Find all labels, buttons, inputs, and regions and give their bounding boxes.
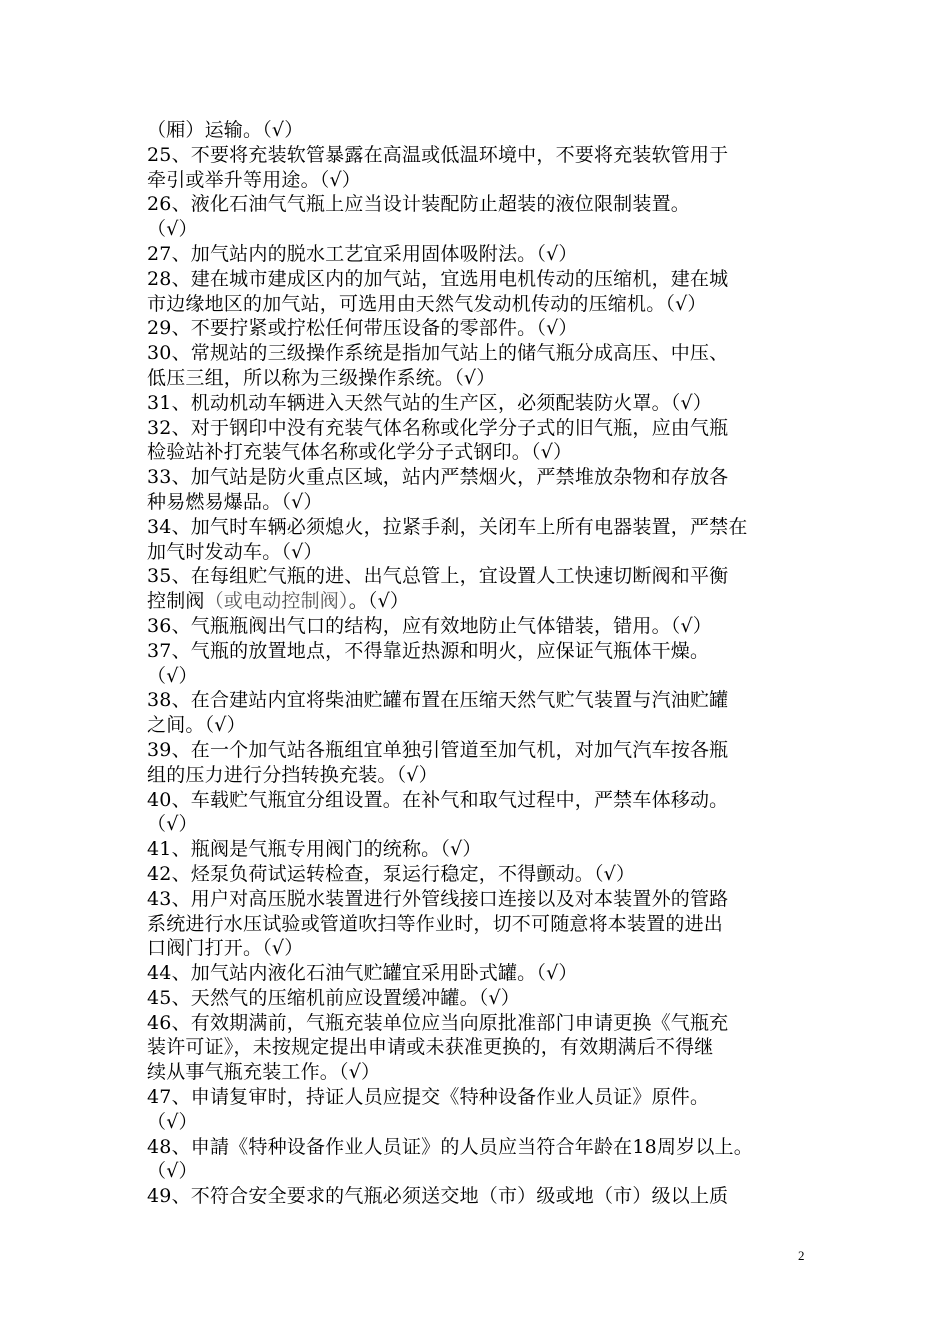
text-line: 37、气瓶的放置地点，不得靠近热源和明火，应保证气瓶体干燥。 xyxy=(147,639,710,662)
text-line: 39、在一个加气站各瓶组宜单独引管道至加气机，对加气汽车按各瓶 xyxy=(147,738,729,761)
text-line: 30、常规站的三级操作系统是指加气站上的储气瓶分成高压、中压、 xyxy=(147,342,729,365)
text-line: （√） xyxy=(147,813,198,836)
text-line: 43、用户对高压脱水装置进行外管线接口连接以及对本装置外的管路 xyxy=(147,887,729,910)
text-line: 48、申請《特种设备作业人员证》的人员应当符合年龄在18周岁以上。 xyxy=(147,1135,753,1158)
text-line: 31、机动机动车辆进入天然气站的生产区，必须配装防火罩。（√） xyxy=(147,391,712,414)
text-line: 26、液化石油气气瓶上应当设计装配防止超装的液位限制装置。 xyxy=(147,193,690,216)
page-number: 2 xyxy=(798,1248,805,1263)
text-line: 市边缘地区的加气站，可选用由天然气发动机传动的压缩机。（√） xyxy=(147,292,707,315)
text-line: （√） xyxy=(147,664,198,687)
gray-text-segment: （或电动控制阀） xyxy=(204,590,349,613)
text-line: 36、气瓶瓶阀出气口的结构，应有效地防止气体错装，错用。（√） xyxy=(147,614,712,637)
text-line: 40、车载贮气瓶宜分组设置。在补气和取气过程中，严禁车体移动。 xyxy=(147,788,729,811)
text-line: 41、瓶阀是气瓶专用阀门的统称。（√） xyxy=(147,838,482,861)
text-line: （√） xyxy=(147,1110,198,1133)
text-line: 之间。（√） xyxy=(147,714,246,737)
text-line: 34、加气时车辆必须熄火，拉紧手刹，关闭车上所有电器装置，严禁在 xyxy=(147,515,748,538)
text-line: 29、不要拧紧或拧松任何带压设备的零部件。（√） xyxy=(147,317,578,340)
text-line: 42、烃泵负荷试运转检查，泵运行稳定，不得颤动。（√） xyxy=(147,862,636,885)
text-line: 组的压力进行分挡转换充装。（√） xyxy=(147,763,438,786)
text-line: （√） xyxy=(147,218,198,241)
text-line: 加气时发动车。（√） xyxy=(147,540,323,563)
text-line: 38、在合建站内宜将柴油贮罐布置在压缩天然气贮气装置与汽油贮罐 xyxy=(147,689,729,712)
text-line: 49、不符合安全要求的气瓶必须送交地（市）级或地（市）级以上质 xyxy=(147,1185,729,1208)
text-line: 25、不要将充装软管暴露在高温或低温环境中，不要将充装软管用于 xyxy=(147,143,729,166)
text-segment: 。（√） xyxy=(348,590,410,613)
text-line: 装许可证》，未按规定提出申请或未获准更换的，有效期满后不得继 xyxy=(147,1036,714,1059)
text-line: 32、对于钢印中没有充装气体名称或化学分子式的旧气瓶，应由气瓶 xyxy=(147,416,729,439)
text-line: 33、加气站是防火重点区域，站内严禁烟火，严禁堆放杂物和存放各 xyxy=(147,466,729,489)
text-line: 35、在每组贮气瓶的进、出气总管上，宜设置人工快速切断阀和平衡 xyxy=(147,565,729,588)
text-line: 口阀门打开。（√） xyxy=(147,937,304,960)
text-line: 牵引或举升等用途。（√） xyxy=(147,168,362,191)
text-line: 低压三组，所以称为三级操作系统。（√） xyxy=(147,366,496,389)
text-line: （√） xyxy=(147,1160,198,1183)
document-body xyxy=(147,118,817,1209)
text-line xyxy=(147,589,817,614)
text-line: 种易燃易爆品。（√） xyxy=(147,490,323,513)
text-line: 续从事气瓶充装工作。（√） xyxy=(147,1061,381,1084)
text-line: 系统进行水压试验或管道吹扫等作业时，切不可随意将本装置的进出 xyxy=(147,912,724,935)
text-line: 27、加气站内的脱水工艺宜采用固体吸附法。（√） xyxy=(147,242,578,265)
text-line: 检验站补打充装气体名称或化学分子式钢印。（√） xyxy=(147,441,573,464)
text-line: 28、建在城市建成区内的加气站，宜选用电机传动的压缩机，建在城 xyxy=(147,267,729,290)
text-line: 44、加气站内液化石油气贮罐宜采用卧式罐。（√） xyxy=(147,962,578,985)
text-line: 45、天然气的压缩机前应设置缓冲罐。（√） xyxy=(147,986,520,1009)
text-segment: 控制阀 xyxy=(147,590,205,613)
text-line: 47、申请复审时，持证人员应提交《特种设备作业人员证》原件。 xyxy=(147,1086,710,1109)
text-line: （厢）运输。（√） xyxy=(147,119,304,141)
text-line: 46、有效期满前，气瓶充装单位应当向原批准部门申请更换《气瓶充 xyxy=(147,1011,729,1034)
